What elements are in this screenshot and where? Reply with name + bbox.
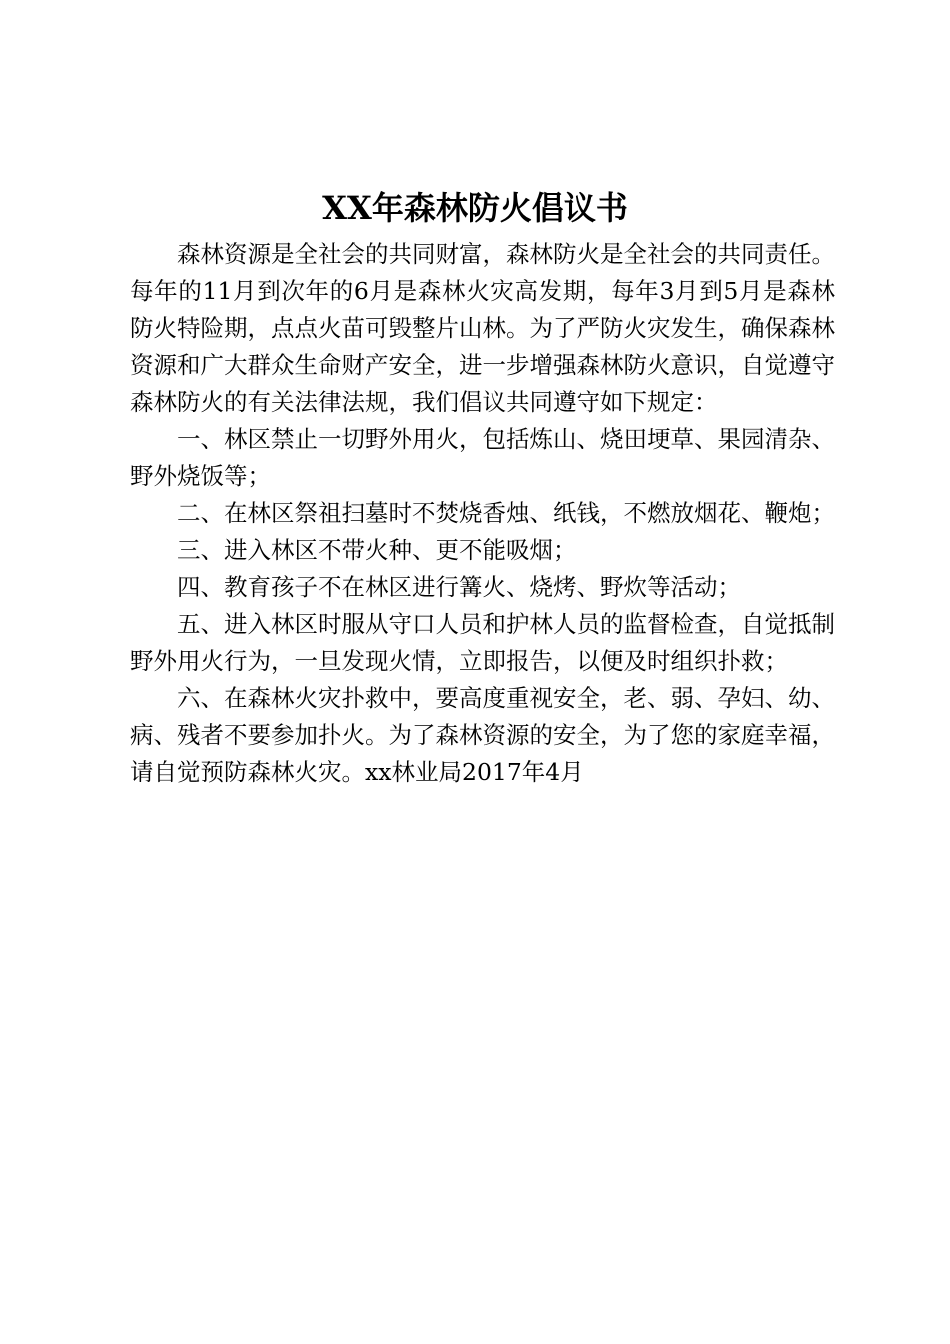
paragraph-intro: 森林资源是全社会的共同财富，森林防火是全社会的共同责任。每年的11月到次年的6月是森林火灾高发期，每年3月到5月是森林防火特险期，点点火苗可毁整片山林。为了严防火灾发生，确保森林资源和广大群众生命财产安全，进一步增强森林防火意识，自觉遵守森林防火的有关法律法规，我们倡议共同遵守如下规定： <box>130 240 835 416</box>
paragraph-rule-2: 二、在林区祭祖扫墓时不焚烧香烛、纸钱，不燃放烟花、鞭炮； <box>177 499 835 527</box>
paragraph-rule-1: 一、林区禁止一切野外用火，包括炼山、烧田埂草、果园清杂、野外烧饭等； <box>130 425 835 490</box>
document-body <box>130 236 835 791</box>
paragraph-rule-5: 五、进入林区时服从守口人员和护林人员的监督检查，自觉抵制野外用火行为，一旦发现火情，立即报告，以便及时组织扑救； <box>130 610 835 675</box>
document-title: XX年森林防火倡议书 <box>322 189 628 227</box>
paragraph-rule-3: 三、进入林区不带火种、更不能吸烟； <box>177 536 577 564</box>
paragraph-rule-4: 四、教育孩子不在林区进行篝火、烧烤、野炊等活动； <box>177 573 741 601</box>
paragraph-rule-6: 六、在森林火灾扑救中，要高度重视安全，老、弱、孕妇、幼、病、残者不要参加扑火。为了森林资源的安全，为了您的家庭幸福，请自觉预防森林火灾。xx林业局2017年4月 <box>130 684 835 786</box>
